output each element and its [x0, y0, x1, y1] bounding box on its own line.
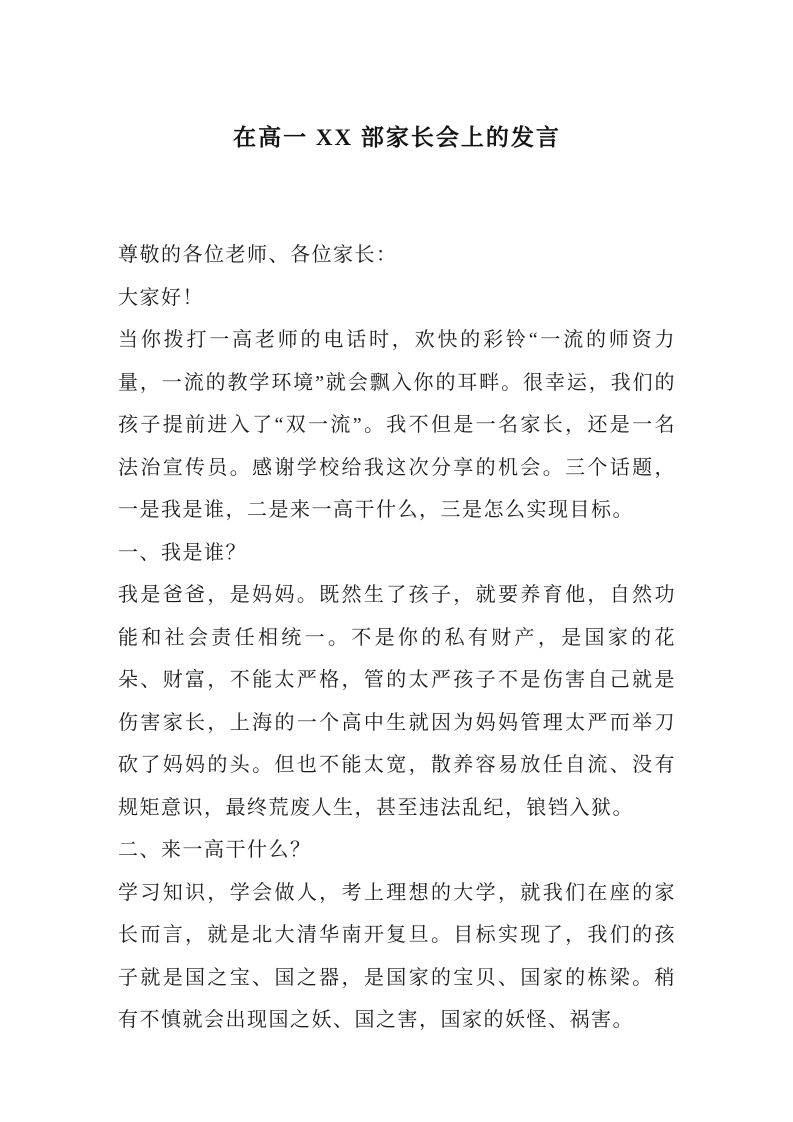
greeting-line: 大家好！ — [118, 286, 204, 309]
section-paragraph-who-am-i: 我是爸爸，是妈妈。既然生了孩子，就要养育他，自然功能和社会责任相统一。不是你的私有财产，是国家的花朵、财富，不能太严格，管的太严孩子不是伤害自己就是伤害家长，上海的一个高中生就因为妈妈管理太严而举刀砍了妈妈的头。但也不能太宽，散养容易放任自流、没有规矩意识，最终荒废人生，甚至违法乱纪，锒铛入狱。 — [118, 584, 676, 819]
salutation-line: 尊敬的各位老师、各位家长： — [118, 244, 398, 266]
intro-paragraph: 当你拨打一高老师的电话时，欢快的彩铃“一流的师资力量，一流的教学环境”就会飘入你的耳畔。很幸运，我们的孩子提前进入了“双一流”。我不但是一名家长，还是一名法治宣传员。感谢学校给我这次分享的机会。三个话题，一是我是谁，二是来一高干什么，三是怎么实现目标。 — [118, 329, 676, 521]
section-heading-why-here: 二、来一高干什么？ — [118, 839, 312, 861]
document-title: 在高一 XX 部家长会上的发言 — [233, 125, 561, 150]
section-heading-who-am-i: 一、我是谁？ — [118, 541, 247, 564]
document-body — [118, 234, 676, 1042]
section-paragraph-why-here: 学习知识，学会做人，考上理想的大学，就我们在座的家长而言，就是北大清华南开复旦。目标实现了，我们的孩子就是国之宝、国之器，是国家的宝贝、国家的栋梁。稍有不慎就会出现国之妖、国之害，国家的妖怪、祸害。 — [118, 881, 676, 1031]
